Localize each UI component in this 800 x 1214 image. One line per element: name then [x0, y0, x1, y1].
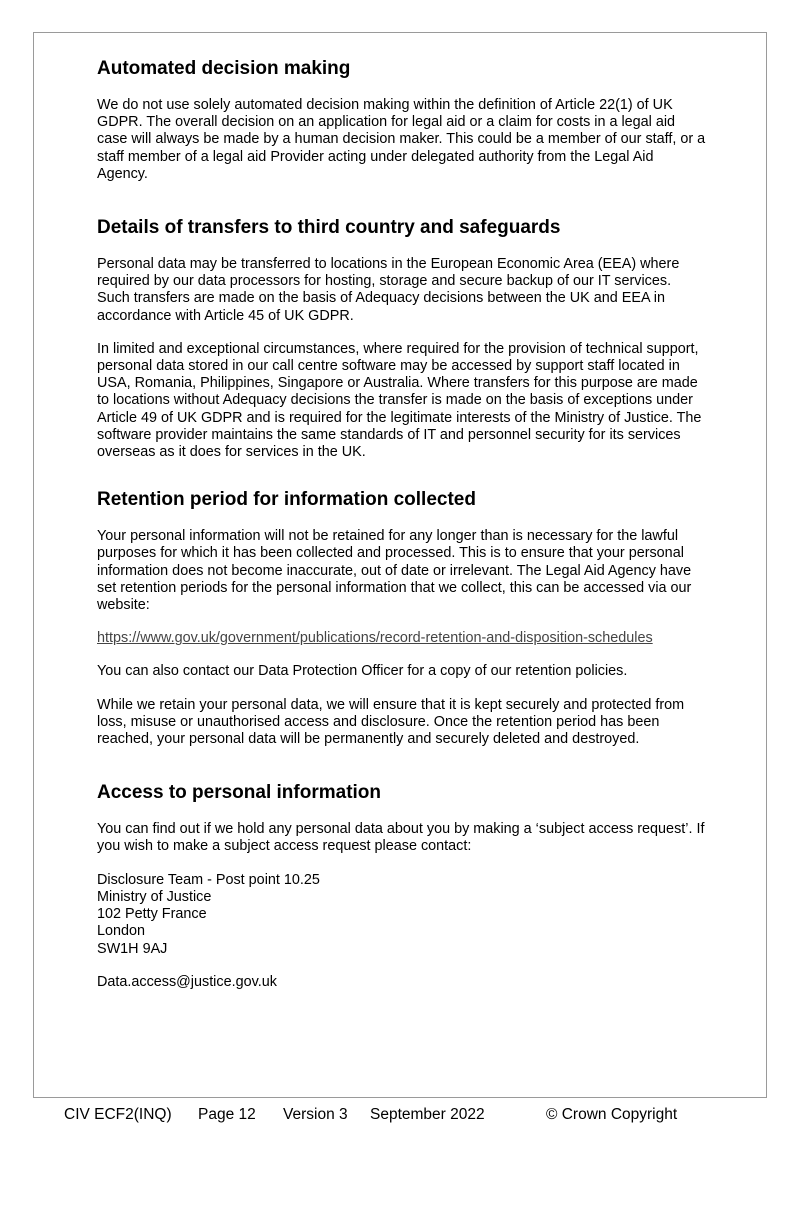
footer-date: September 2022 — [370, 1106, 485, 1123]
section-automated-decision-making — [97, 58, 707, 183]
address-line: London — [97, 923, 146, 940]
footer-copyright: © Crown Copyright — [546, 1106, 678, 1123]
section-transfers — [97, 217, 707, 461]
paragraph: Your personal information will not be retained for any longer than is necessary for the lawful purposes for which it has been collected and processed. This is to ensure that your personal information does not become inaccurate, out of date or irrelevant. The Legal Aid Agency have set retention periods for the personal information that we collect, this can be accessed via our website: — [97, 528, 692, 614]
page-footer — [64, 1106, 678, 1126]
footer-form-code: CIV ECF2(INQ) — [64, 1106, 172, 1123]
address-line: SW1H 9AJ — [97, 940, 168, 957]
section-heading: Access to personal information — [97, 782, 382, 804]
paragraph: You can find out if we hold any personal data about you by making a ‘subject access request’. If you wish to make a subject access request please contact: — [97, 821, 705, 855]
footer-version: Version 3 — [283, 1106, 348, 1123]
paragraph: Personal data may be transferred to locations in the European Economic Area (EEA) where required by our data processors for hosting, storage and secure backup of our IT services. Such transfers are made on the basis of Adequacy decisions between the UK and EEA in accordance with Article 45 of UK GDPR. — [97, 256, 680, 324]
paragraph: In limited and exceptional circumstances, where required for the provision of technical support, personal data stored in our call centre software may be accessed by support staff located in USA, Romania, Philippines, Singapore or Australia. Where transfers for this purpose are made to locations without Adequacy decisions the transfer is made on the basis of exceptions under Article 49 of UK GDPR and is required for the legitimate interests of the Ministry of Justice. The software provider maintains the same standards of IT and personnel security for its services overseas as it does for services in the UK. — [97, 340, 702, 461]
document-body — [97, 58, 707, 1025]
section-heading: Details of transfers to third country and safeguards — [97, 217, 561, 239]
address-line: Ministry of Justice — [97, 888, 212, 905]
address-line: Disclosure Team - Post point 10.25 — [97, 871, 320, 888]
section-retention-period — [97, 489, 707, 748]
section-access-personal-info — [97, 782, 707, 991]
paragraph: We do not use solely automated decision making within the definition of Article 22(1) of UK GDPR. The overall decision on an application for legal aid or a claim for costs in a legal aid case will always be made by a human decision maker. This could be a member of our staff, or a staff member of a legal aid Provider acting under delegated authority from the Legal Aid Agency. — [97, 97, 706, 182]
contact-email[interactable]: Data.access@justice.gov.uk — [97, 973, 277, 990]
postal-address — [97, 872, 707, 958]
address-line: 102 Petty France — [97, 906, 207, 923]
retention-schedules-link[interactable]: https://www.gov.uk/government/publications/record-retention-and-disposition-schedules — [97, 630, 653, 647]
section-heading: Retention period for information collected — [97, 489, 476, 511]
paragraph: While we retain your personal data, we will ensure that it is kept securely and protected from loss, misuse or unauthorised access and disclosure. Once the retention period has been reached, your personal data will be permanently and securely deleted and destroyed. — [97, 696, 685, 748]
footer-page-number: Page 12 — [198, 1106, 256, 1123]
paragraph: You can also contact our Data Protection Officer for a copy of our retention policies. — [97, 663, 628, 680]
section-heading: Automated decision making — [97, 58, 351, 79]
